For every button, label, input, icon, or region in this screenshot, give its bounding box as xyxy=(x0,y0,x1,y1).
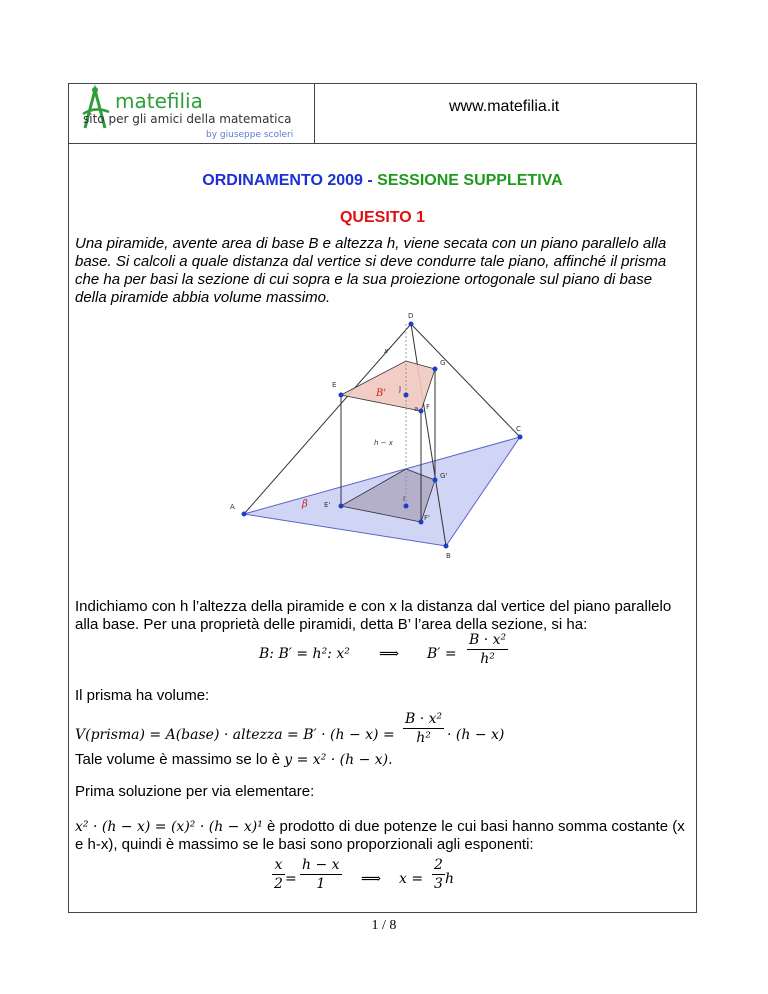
eq3-x: x = xyxy=(399,871,424,887)
eq1-left: B: B′ = h²: x² xyxy=(259,646,350,662)
title-part-sessione: SESSIONE SUPPLETIVA xyxy=(377,172,563,189)
site-url[interactable]: www.matefilia.it xyxy=(449,98,560,115)
point-B xyxy=(444,544,449,549)
eq3-arrow: ⟹ xyxy=(361,871,382,887)
header xyxy=(69,84,696,144)
problem-statement: Una piramide, avente area di base B e altezza h, viene secata con un piano parallelo alla base. Si calcoli a quale distanza dal vertice si deve condurre tale piano, affinché il prisma che ha per basi la sezione di cui sopra e la sua proiezione ortogonale sul piano di base della piramide abbia volume massimo. xyxy=(75,235,667,306)
label-beta: β xyxy=(302,499,308,510)
label-E: E xyxy=(332,381,337,389)
eq2-num: B · x² xyxy=(405,711,443,727)
label-I: I xyxy=(403,495,406,503)
title-part-ordinamento: ORDINAMENTO 2009 - xyxy=(202,172,378,189)
eq3-equals: = xyxy=(285,871,297,887)
product-expr: x² · (h − x) = (x)² · (h − x)¹ xyxy=(75,819,263,835)
eq2-right: · (h − x) xyxy=(447,727,505,743)
page-title xyxy=(69,172,696,190)
label-C: C xyxy=(516,425,521,433)
prism-intro: Il prisma ha volume: xyxy=(75,687,210,704)
eq3-fraction-2 xyxy=(300,856,342,893)
label-Gp: G' xyxy=(440,472,448,480)
product-text: è prodotto di due potenze le cui basi hanno somma costante (x e h-x), quindi è massimo se le basi sono proporzionali agli esponenti: xyxy=(75,818,685,853)
point-J xyxy=(404,393,409,398)
logo-name: matefilia xyxy=(115,89,203,113)
logo-tagline: sito per gli amici della matematica xyxy=(83,112,292,126)
eq3-den2: 1 xyxy=(316,876,326,892)
intro-paragraph: Indichiamo con h l’altezza della piramide e con x la distanza dal vertice del piano parallelo alla base. Per una proprietà delle piramidi, detta B’ l’area della sezione, si ha: xyxy=(75,598,672,633)
point-I xyxy=(404,504,409,509)
quesito-heading: QUESITO 1 xyxy=(339,209,426,226)
eq1-arrow: ⟹ xyxy=(379,646,400,662)
label-A: A xyxy=(230,503,235,511)
equation-ratio xyxy=(259,631,659,679)
eq3-den1: 2 xyxy=(274,876,283,892)
label-Fp: F' xyxy=(424,514,430,522)
eq1-right: B′ = xyxy=(427,646,457,662)
label-B: B xyxy=(446,552,451,560)
eq3-fraction-1 xyxy=(272,856,285,893)
eq1-num: B · x² xyxy=(469,632,507,648)
pyramid-figure xyxy=(224,312,534,564)
label-a: a xyxy=(414,405,419,413)
first-solution-heading: Prima soluzione per via elementare: xyxy=(75,783,315,800)
eq3-h: h xyxy=(445,871,455,887)
label-h-minus-x: h − x xyxy=(374,439,393,447)
label-Ep: E' xyxy=(324,501,331,509)
equation-proportion xyxy=(269,856,569,902)
eq3-num1: x xyxy=(272,856,285,875)
point-Ep xyxy=(339,504,344,509)
eq3-num3: 2 xyxy=(434,857,443,873)
page-frame xyxy=(68,83,697,913)
eq3-den3: 3 xyxy=(434,876,443,892)
label-J: J xyxy=(399,385,402,393)
max-text: Tale volume è massimo se lo è xyxy=(75,751,285,768)
label-x: x xyxy=(384,347,389,355)
point-E xyxy=(339,393,344,398)
point-D xyxy=(409,322,414,327)
point-Gp xyxy=(433,478,438,483)
header-divider xyxy=(314,84,315,143)
point-A xyxy=(242,512,247,517)
eq2-den: h² xyxy=(416,730,431,746)
point-C xyxy=(518,435,523,440)
eq3-num2: h − x xyxy=(302,857,340,873)
max-condition xyxy=(75,751,687,769)
equation-volume xyxy=(75,710,687,754)
eq2-left: V(prisma) = A(base) · altezza = B′ · (h − x) = xyxy=(75,727,395,743)
label-G: G xyxy=(440,359,446,367)
point-F xyxy=(419,409,424,414)
matefilia-logo xyxy=(71,84,311,142)
page-number: 1 / 8 xyxy=(371,918,397,933)
section-plane xyxy=(341,361,435,411)
point-G xyxy=(433,367,438,372)
label-D: D xyxy=(408,312,414,320)
eq3-fraction-3 xyxy=(432,856,445,893)
eq2-fraction xyxy=(403,710,444,747)
label-Bprime: B' xyxy=(376,388,387,399)
logo-author: by giuseppe scoleri xyxy=(206,130,294,140)
eq1-den: h² xyxy=(480,651,495,667)
max-expr: y = x² · (h − x). xyxy=(284,752,393,768)
product-paragraph xyxy=(75,818,687,854)
eq1-fraction xyxy=(467,631,508,668)
point-Fp xyxy=(419,520,424,525)
label-F: F xyxy=(426,403,431,411)
